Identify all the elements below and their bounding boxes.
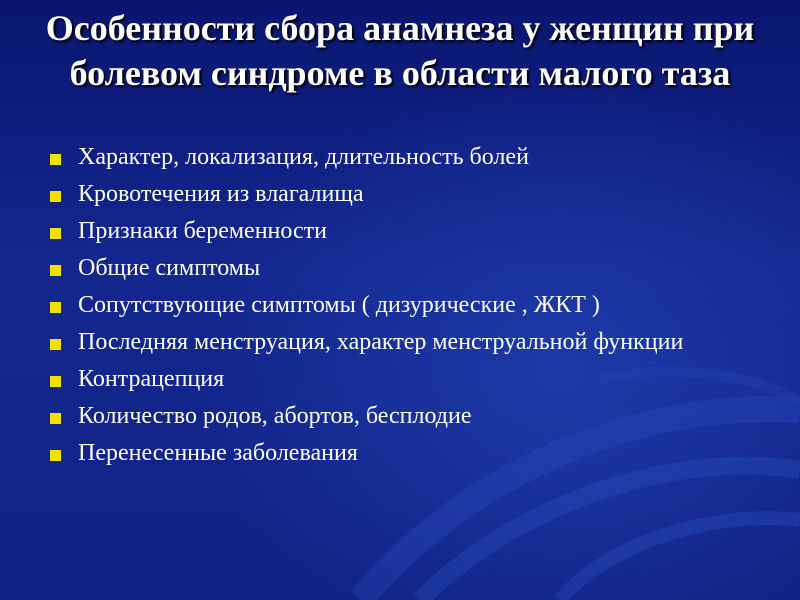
square-bullet-icon: [50, 191, 61, 202]
list-item-text: Последняя менструация, характер менструальной функции: [78, 329, 684, 355]
list-item: [44, 403, 744, 430]
list-item-text: Характер, локализация, длительность болей: [78, 144, 529, 170]
square-bullet-icon: [50, 154, 61, 165]
list-item-text: Перенесенные заболевания: [78, 440, 358, 466]
square-bullet-icon: [50, 302, 61, 313]
list-item-text: Контрацепция: [78, 366, 225, 392]
list-item-text: Общие симптомы: [78, 255, 261, 281]
list-item: [44, 144, 744, 171]
list-item: [44, 366, 744, 393]
list-item: [44, 440, 744, 467]
square-bullet-icon: [50, 228, 61, 239]
list-item-text: Количество родов, абортов, бесплодие: [78, 403, 472, 429]
list-item: [44, 329, 744, 356]
slide-title: Особенности сбора анамнеза у женщин при болевом синдроме в области малого таза: [45, 8, 755, 93]
list-item-text: Признаки беременности: [78, 218, 327, 244]
square-bullet-icon: [50, 265, 61, 276]
square-bullet-icon: [50, 339, 61, 350]
list-item-text: Сопутствующие симптомы ( дизурические , ЖКТ ): [78, 292, 600, 318]
list-item: [44, 292, 744, 319]
square-bullet-icon: [50, 413, 61, 424]
square-bullet-icon: [50, 376, 61, 387]
bullet-list: [44, 144, 744, 477]
list-item: [44, 255, 744, 282]
square-bullet-icon: [50, 450, 61, 461]
list-item: [44, 218, 744, 245]
list-item: [44, 181, 744, 208]
list-item-text: Кровотечения из влагалища: [78, 181, 364, 207]
